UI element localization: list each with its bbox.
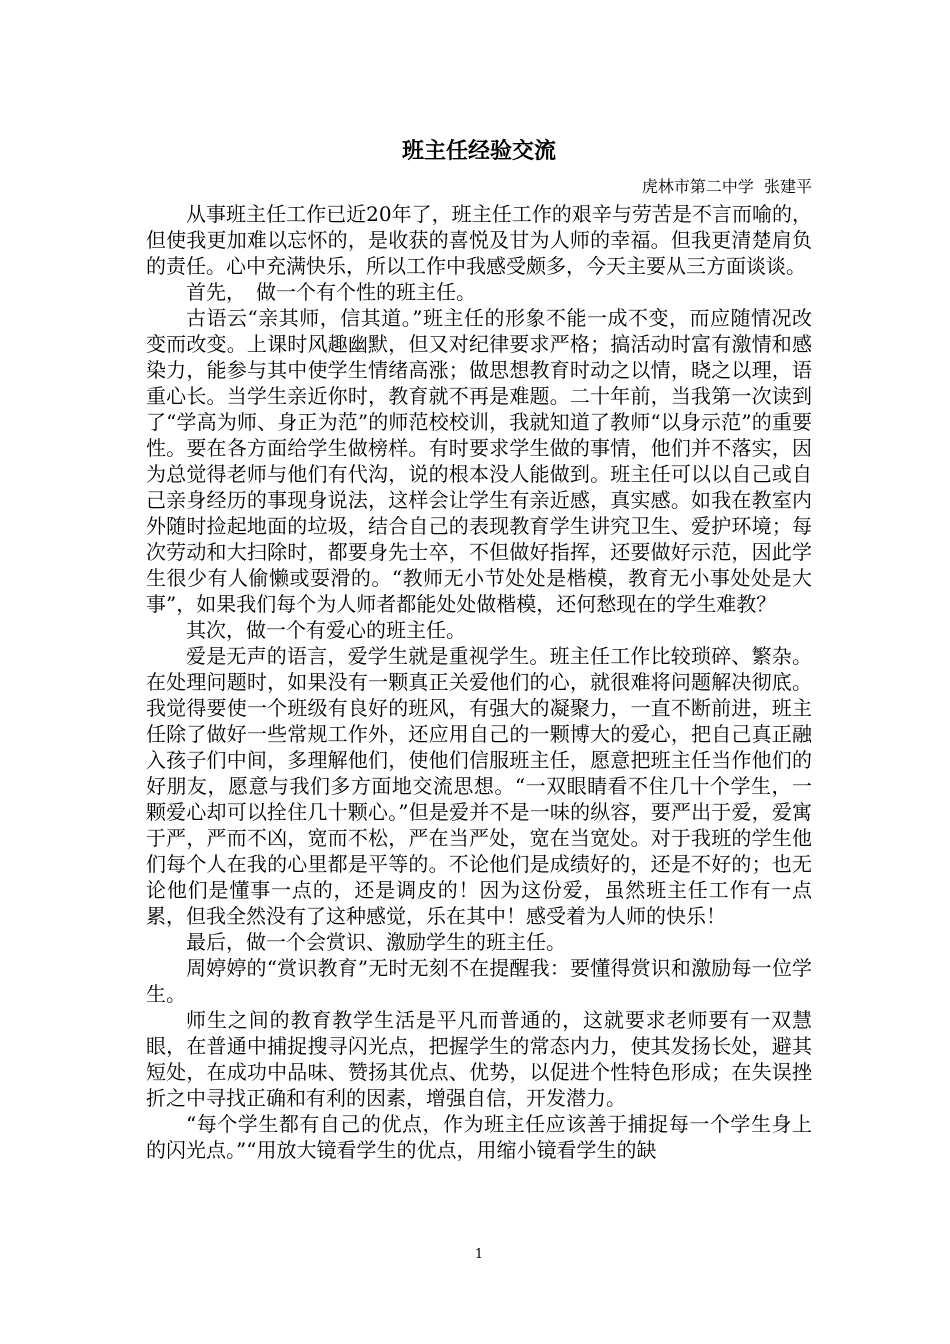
document-title: 班主任经验交流 [401, 138, 556, 164]
paragraph-intro: 从事班主任工作已近20年了，班主任工作的艰辛与劳苦是不言而喻的，但使我更加难以忘怀的，是收获的喜悦及甘为人师的幸福。但我更清楚肩负的责任。心中充满快乐，所以工作中我感受颇多，今天主要从三方面谈谈。 [146, 202, 812, 278]
section-heading-third: 最后，做一个会赏识、激励学生的班主任。 [186, 930, 566, 954]
paragraph-teacher-student-life: 师生之间的教育教学生活是平凡而普通的，这就要求老师要有一双慧眼，在普通中捕捉搜寻闪光点，把握学生的常态内力，使其发扬长处，避其短处，在成功中品味、赞扬其优点、优势，以促进个性特色形成；在失误挫折之中寻找正确和有利的因素，增强自信，开发潜力。 [146, 1008, 812, 1110]
author-line: 虎林市第二中学 张建平 [641, 177, 812, 196]
paragraph-love: 爱是无声的语言，爱学生就是重视学生。班主任工作比较琐碎、繁杂。在处理问题时，如果没有一颗真正关爱他们的心，就很难将问题解决彻底。我觉得要使一个班级有良好的班风，有强大的凝聚力，一直不断前进，班主任除了做好一些常规工作外，还应用自己的一颗博大的爱心，把自己真正融入孩子们中间，多理解他们，使他们信服班主任，愿意把班主任当作他们的好朋友，愿意与我们多方面地交流思想。“一双眼睛看不住几十个学生，一颗爱心却可以拴住几十颗心。”但是爱并不是一味的纵容，要严出于爱，爱寓于严，严而不凶，宽而不松，严在当严处，宽在当宽处。对于我班的学生他们每个人在我的心里都是平等的。不论他们是成绩好的，还是不好的；也无论他们是懂事一点的，还是调皮的！因为这份爱，虽然班主任工作有一点累，但我全然没有了这种感觉，乐在其中！感受着为人师的快乐！ [146, 644, 812, 928]
paragraph-strengths: “每个学生都有自己的优点，作为班主任应该善于捕捉每一个学生身上的闪光点。”“用放大镜看学生的优点，用缩小镜看学生的缺 [146, 1112, 812, 1162]
page-number: 1 [474, 1247, 484, 1262]
paragraph-appreciation: 周婷婷的“赏识教育”无时无刻不在提醒我：要懂得赏识和激励每一位学生。 [146, 956, 812, 1006]
section-heading-first: 首先， 做一个有个性的班主任。 [186, 280, 476, 304]
document-page [146, 0, 812, 1344]
section-heading-second: 其次，做一个有爱心的班主任。 [186, 618, 466, 642]
paragraph-personality: 古语云“亲其师，信其道。”班主任的形象不能一成不变，而应随情况改变而改变。上课时风趣幽默，但又对纪律要求严格；搞活动时富有激情和感染力，能参与其中使学生情绪高涨；做思想教育时动之以情，晓之以理，语重心长。当学生亲近你时，教育就不再是难题。二十年前，当我第一次读到了“学高为师、身正为范”的师范校校训，我就知道了教师“以身示范”的重要性。要在各方面给学生做榜样。有时要求学生做的事情，他们并不落实，因为总觉得老师与他们有代沟，说的根本没人能做到。班主任可以以自己或自己亲身经历的事现身说法，这样会让学生有亲近感，真实感。如我在教室内外随时捡起地面的垃圾，结合自己的表现教育学生讲究卫生、爱护环境；每次劳动和大扫除时，都要身先士卒，不但做好指挥，还要做好示范，因此学生很少有人偷懒或耍滑的。“教师无小节处处是楷模，教育无小事处处是大事”，如果我们每个为人师者都能处处做楷模，还何愁现在的学生难教？ [146, 306, 812, 616]
document-body [146, 201, 812, 1231]
